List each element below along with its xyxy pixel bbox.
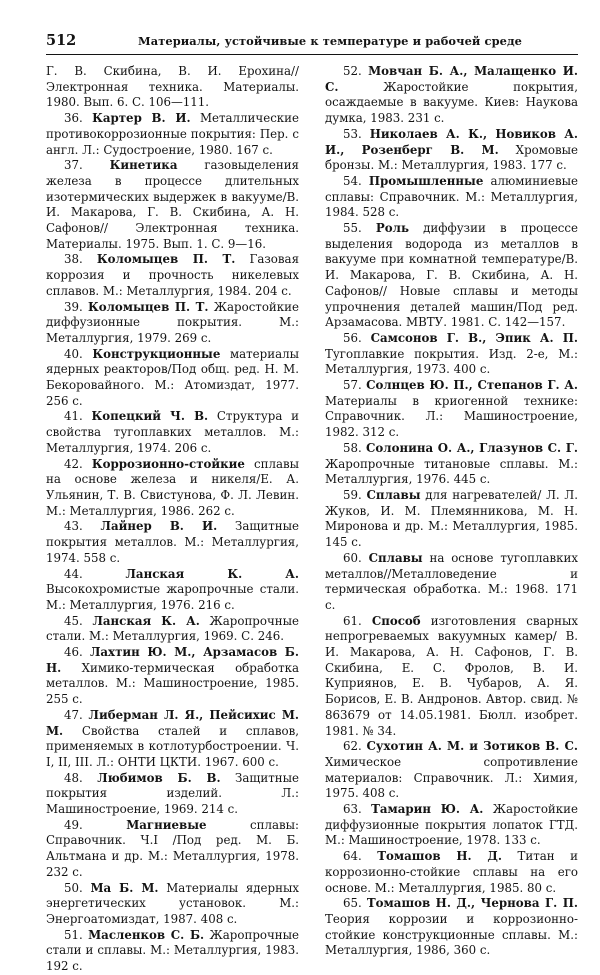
- reference-number: 39.: [64, 299, 83, 314]
- reference-details: газовыделения железа в процессе длительных изотермических выдержек в вакууме/В. И. Макарова, Г. В. Скибина, А. Н. Сафонов// Электронная техника. Материалы. 1975. Вып. 1. С. 9—16.: [46, 158, 299, 251]
- reference-author: Сухотин А. М. и Зотиков В. С.: [366, 739, 579, 754]
- reference-number: 41.: [64, 409, 83, 424]
- reference-author: Роль: [375, 221, 409, 236]
- reference-entry: [46, 158, 299, 252]
- reference-details: Жаропрочные титановые сплавы. М.: Металлургия, 1976. 445 с.: [325, 456, 578, 487]
- references-left-column: [46, 64, 299, 975]
- reference-entry: [325, 378, 578, 441]
- reference-author: Ма Б. М.: [90, 880, 159, 895]
- reference-author: Любимов Б. В.: [97, 770, 221, 785]
- reference-details: Защитные покрытия металлов. М.: Металлургия, 1974. 558 с.: [46, 519, 300, 565]
- reference-number: 59.: [343, 487, 362, 502]
- reference-author: Самсонов Г. В., Эпик А. П.: [370, 330, 578, 345]
- reference-author: Николаев А. К., Новиков А. И., Розенберг В. М.: [325, 126, 579, 157]
- reference-entry: [325, 64, 578, 127]
- reference-number: 42.: [64, 456, 83, 471]
- reference-details: Свойства сталей и сплавов, применяемых в котлотурбостроении. Ч. I, II, III. Л.: ОНТИ ЦКТИ. 1967. 600 с.: [46, 723, 299, 769]
- reference-details: Структура и свойства тугоплавких металлов. М.: Металлургия, 1974. 206 с.: [46, 409, 299, 455]
- reference-author: Картер В. И.: [92, 111, 191, 126]
- reference-details: диффузии в процессе выделения водорода из металлов в вакууме при комнатной температуре/В. И. Макарова, Г. В. Скибина, А. Н. Сафонов// Новые сплавы и методы упрочнения деталей машин/Под ред. Арзамасова. МВТУ. 1981. С. 142—157.: [325, 221, 579, 330]
- reference-entry: [46, 347, 299, 410]
- reference-details: Жаростойкие покрытия, осаждаемые в вакууме. Киев: Наукова думка, 1983. 231 с.: [325, 79, 578, 126]
- reference-entry: [46, 818, 299, 881]
- reference-author: Ланская К. А.: [92, 613, 200, 628]
- page-header: [46, 28, 578, 55]
- reference-number: 45.: [64, 613, 83, 628]
- reference-author: Томашов Н. Д.: [377, 849, 503, 864]
- reference-author: Лахтин Ю. М., Арзамасов Б. Н.: [46, 645, 299, 675]
- reference-author: Солнцев Ю. П., Степанов Г. А.: [366, 378, 578, 393]
- reference-entry: [325, 127, 578, 174]
- reference-details: Химико-термическая обработка металлов. М.: Машиностроение, 1985. 255 с.: [46, 660, 299, 707]
- reference-details: Высокохромистые жаропрочные стали. М.: Металлургия, 1976. 216 с.: [46, 582, 299, 612]
- reference-entry: [46, 708, 299, 771]
- reference-number: 58.: [343, 440, 362, 455]
- reference-number: 47.: [64, 707, 83, 722]
- reference-entry: [325, 551, 578, 614]
- reference-number: 53.: [343, 126, 362, 141]
- reference-entry: [46, 928, 299, 975]
- reference-details: для нагревателей/ Л. Л. Жуков, И. М. Племянникова, М. Н. Миронова и др. М.: Металлургия, 1985. 145 с.: [325, 487, 579, 550]
- reference-number: 51.: [64, 927, 83, 942]
- reference-entry: [325, 331, 578, 378]
- reference-author: Копецкий Ч. В.: [91, 409, 209, 424]
- reference-number: 57.: [343, 378, 362, 393]
- reference-author: Ланская К. А.: [125, 566, 299, 581]
- reference-author: Тамарин Ю. А.: [371, 802, 484, 817]
- reference-number: 50.: [64, 880, 83, 895]
- reference-entry: [325, 614, 578, 740]
- reference-number: 43.: [64, 519, 83, 534]
- reference-details: Жаростойкие диффузионные покрытия лопаток ГТД. М.: Машиностроение, 1978. 133 с.: [325, 802, 579, 848]
- reference-entry: [46, 300, 299, 347]
- reference-number: 48.: [64, 770, 83, 785]
- reference-number: 36.: [64, 111, 83, 126]
- reference-author: Мовчан Б. А., Малащенко И. С.: [325, 64, 578, 94]
- reference-details: Материалы в криогенной технике: Справочник. Л.: Машиностроение, 1982. 312 с.: [325, 393, 578, 440]
- reference-entry: [46, 111, 299, 158]
- reference-author: Коломыцев П. Т.: [87, 299, 209, 314]
- reference-number: 56.: [343, 330, 362, 345]
- reference-author: Коррозионно-стойкие: [91, 456, 245, 471]
- reference-entry: [46, 771, 299, 818]
- reference-number: 61.: [343, 613, 362, 628]
- reference-entry: [46, 645, 299, 708]
- reference-details: Хромовые бронзы. М.: Металлургия, 1983. 177 с.: [325, 142, 579, 173]
- reference-author: Конструкционные: [92, 346, 221, 361]
- reference-entry: [325, 488, 578, 551]
- reference-number: 63.: [343, 802, 362, 817]
- reference-details: сплавы на основе железа и никеля/Е. А. Ульянин, Т. В. Свистунова, Ф. Л. Левин. М.: Металлургия, 1986. 262 с.: [46, 456, 300, 518]
- reference-author: Лайнер В. И.: [100, 519, 218, 534]
- reference-details: Тугоплавкие покрытия. Изд. 2-е, М.: Металлургия, 1973. 400 с.: [325, 346, 578, 377]
- reference-entry: [325, 849, 578, 896]
- reference-entry: [325, 739, 578, 802]
- reference-number: 65.: [343, 896, 362, 911]
- reference-number: 52.: [343, 64, 362, 78]
- reference-number: 54.: [343, 173, 362, 188]
- reference-number: 62.: [343, 739, 362, 754]
- reference-details: Титан и коррозионно-стойкие сплавы на его основе. М.: Металлургия, 1985. 80 с.: [325, 849, 578, 895]
- reference-entry: [46, 409, 299, 456]
- reference-author: Промышленные: [368, 173, 484, 188]
- reference-number: 40.: [64, 346, 83, 361]
- reference-author: Магниевые: [126, 817, 207, 832]
- reference-number: 60.: [343, 550, 362, 565]
- running-title: Материалы, устойчивые к температуре и рабочей среде: [138, 34, 523, 48]
- reference-entry: [46, 457, 299, 520]
- reference-details: на основе тугоплавких металлов//Металловедение и термическая обработка. М.: 1968. 171 с.: [325, 550, 579, 612]
- references-right-column: [325, 64, 578, 959]
- reference-details: Жаростойкие диффузионные покрытия. М.: Металлургия, 1979. 269 с.: [46, 299, 300, 345]
- reference-author: Томашов Н. Д., Чернова Г. П.: [366, 896, 578, 911]
- reference-entry: [46, 614, 299, 645]
- reference-details: Газовая коррозия и прочность никелевых сплавов. М.: Металлургия, 1984. 204 с.: [46, 252, 300, 298]
- reference-details: материалы ядерных реакторов/Под общ. ред. Н. М. Бекоровайного. М.: Атомиздат, 1977. 256 с.: [46, 346, 299, 408]
- reference-details: Теория коррозии и коррозионно-стойкие конструкционные сплавы. М.: Металлургия, 1986, 360 с.: [325, 911, 578, 958]
- reference-author: Солонина О. А., Глазунов С. Г.: [366, 440, 578, 455]
- reference-entry: [325, 221, 578, 331]
- reference-author: Либерман Л. Я., Пейсихис М. М.: [46, 707, 300, 738]
- reference-author: Способ: [371, 613, 421, 628]
- reference-details: Жаропрочные стали. М.: Металлургия, 1969. С. 246.: [46, 613, 299, 644]
- reference-details: сплавы: Справочник. Ч.I /Под ред. М. Б. Альтмана и др. М.: Металлургия, 1978. 232 с.: [46, 817, 300, 879]
- reference-number: 44.: [64, 566, 83, 581]
- reference-entry: [46, 567, 299, 614]
- reference-entry: [46, 64, 299, 111]
- reference-number: 55.: [343, 221, 362, 236]
- reference-author: Сплавы: [366, 487, 421, 502]
- reference-author: Масленков С. Б.: [88, 927, 205, 942]
- reference-number: 64.: [343, 849, 362, 864]
- reference-number: 46.: [64, 645, 83, 660]
- reference-details: алюминиевые сплавы: Справочник. М.: Металлургия, 1984. 528 с.: [325, 173, 579, 220]
- reference-details: Жаропрочные стали и сплавы. М.: Металлургия, 1983. 192 с.: [46, 927, 300, 974]
- reference-entry: [325, 802, 578, 849]
- reference-entry: [325, 441, 578, 488]
- reference-entry: [325, 896, 578, 959]
- reference-entry: [46, 881, 299, 928]
- reference-author: Сплавы: [368, 550, 423, 565]
- reference-entry: [46, 252, 299, 299]
- reference-number: 49.: [64, 817, 83, 832]
- reference-number: 37.: [64, 158, 83, 173]
- reference-entry: [46, 519, 299, 566]
- reference-details: Химическое сопротивление материалов: Справочник. Л.: Химия, 1975. 408 с.: [325, 754, 578, 801]
- reference-details: изготовления сварных непрогреваемых вакуумных камер/ В. И. Макарова, А. Н. Сафонов, Г. В. Скибина, Е. С. Фролов, В. И. Куприянов, Е. В. Чубаров, А. Я. Борисов, Е. В. Андронов. Автор. свид. № 863679 от 14.05.1981. Бюлл. изобрет. 1981. № 34.: [325, 613, 578, 738]
- reference-details: Г. В. Скибина, В. И. Ерохина//Электронная техника. Материалы. 1980. Вып. 6. С. 106—111.: [46, 64, 299, 110]
- reference-author: Кинетика: [109, 158, 178, 173]
- reference-entry: [325, 174, 578, 221]
- reference-details: Металлические противокоррозионные покрытия: Пер. с англ. Л.: Судостроение, 1980. 167 с.: [46, 111, 300, 157]
- reference-number: 38.: [64, 252, 83, 267]
- reference-details: Материалы ядерных энергетических установок. М.: Энергоатомиздат, 1987. 408 с.: [46, 880, 299, 926]
- reference-author: Коломыцев П. Т.: [96, 252, 236, 267]
- reference-details: Защитные покрытия изделий. Л.: Машиностроение, 1969. 214 с.: [46, 770, 299, 817]
- page-number: 512: [46, 32, 77, 49]
